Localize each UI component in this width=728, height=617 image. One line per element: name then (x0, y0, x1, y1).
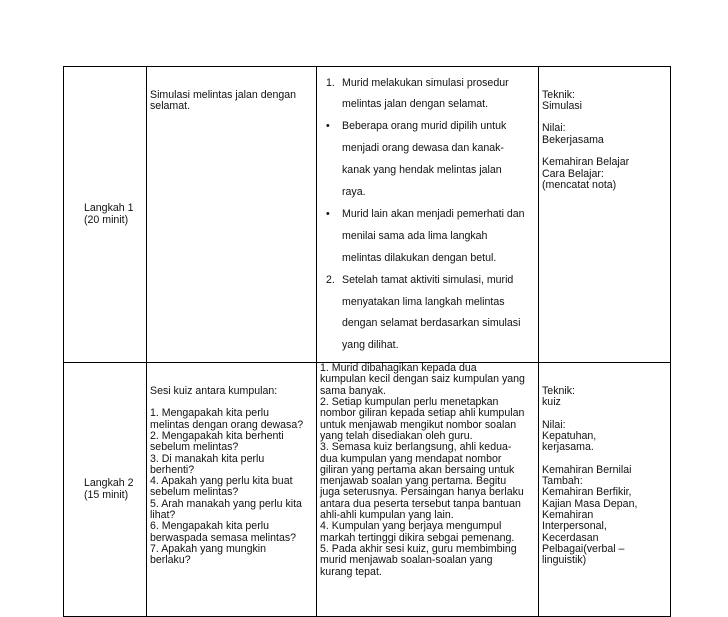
activity-line: sama banyak. (320, 384, 386, 397)
activity-line: antara dua peserta tersebut tanpa bantuan (320, 497, 521, 510)
activity-line: 5. Pada akhir sesi kuiz, guru membimbing (320, 542, 517, 555)
activity-line: Murid melakukan simulasi prosedur (342, 76, 509, 89)
activity-line: 4. Kumpulan yang berjaya mengumpul (320, 520, 502, 533)
notes-line: Kemahiran Berfikir, (542, 486, 632, 499)
activity-line: melintas dilakukan dengan betul. (342, 251, 497, 264)
activity-line: menilai sama ada lima langkah (342, 229, 488, 242)
activity-line: yang telah disediakan oleh guru. (320, 429, 473, 442)
activity-list (320, 78, 535, 352)
step-label: Langkah 2 (84, 477, 134, 490)
notes-group (542, 157, 667, 191)
activity-line: 3. Semasa kuiz berlangsung, ahli kedua- (320, 441, 512, 454)
content-line: berhenti? (150, 463, 195, 476)
activity-line: 1. Murid dibahagikan kepada dua (320, 362, 477, 375)
content-line: berwaspada semasa melintas? (150, 531, 297, 544)
activity-line: melintas jalan dengan selamat. (342, 98, 489, 111)
content-line: sebelum melintas? (150, 486, 239, 499)
activity-line: juga seterusnya. Persaingan hanya berlaku (320, 486, 524, 499)
content-line: 5. Arah manakah yang perlu kita (150, 497, 302, 510)
notes-line: Nilai: (542, 122, 566, 135)
notes-group (542, 420, 667, 454)
notes-line: (mencatat nota) (542, 178, 617, 191)
content-line: 6. Mengapakah kita perlu (150, 520, 269, 533)
activity-line: markah tertinggi dikira sebgai pemenang. (320, 531, 515, 544)
step-label: Langkah 1 (84, 202, 134, 215)
notes-group (542, 90, 667, 113)
activity-line: Murid lain akan menjadi pemerhati dan (342, 207, 525, 220)
notes-line: Kepatuhan, (542, 429, 597, 442)
content-line: Simulasi melintas jalan dengan (150, 88, 297, 101)
content-line: melintas dengan orang dewasa? (150, 418, 304, 431)
content-line: berlaku? (150, 554, 191, 567)
number-marker: 2. (326, 273, 335, 286)
activity-item (320, 78, 535, 111)
activity-line: kanak yang hendak melintas jalan (342, 164, 502, 177)
notes-line: Bekerjasama (542, 133, 604, 146)
activity-line: dua kumpulan yang mendapat nombor (320, 452, 502, 465)
activity-item (320, 209, 535, 264)
notes-line: Simulasi (542, 99, 583, 112)
notes-line: Kemahiran (542, 509, 594, 522)
activity-cell (317, 363, 539, 617)
content-line: 4. Apakah yang perlu kita buat (150, 475, 293, 488)
step-duration: (20 minit) (84, 213, 129, 226)
activity-item (320, 121, 535, 198)
notes-line: linguistik) (542, 554, 587, 567)
activity-line: raya. (342, 186, 366, 199)
notes-line: Interpersonal, (542, 520, 607, 533)
notes-line: Nilai: (542, 418, 566, 431)
lesson-plan-table (63, 66, 671, 617)
content-line: sebelum melintas? (150, 441, 239, 454)
activity-line: Setelah tamat aktiviti simulasi, murid (342, 273, 514, 286)
notes-group (542, 386, 667, 409)
activity-line: menyatakan lima langkah melintas (342, 295, 505, 308)
notes-line: Tambah: (542, 475, 583, 488)
activity-line: nombor giliran kepada setiap ahli kumpulan (320, 407, 525, 420)
activity-line: menjadi orang dewasa dan kanak- (342, 142, 504, 155)
table-row-langkah-2 (64, 363, 671, 617)
activity-line: menjawab soalan yang pertama. Begitu (320, 475, 507, 488)
bullet-marker: • (326, 207, 330, 220)
notes-line: Pelbagai(verbal – (542, 542, 625, 555)
step-duration: (15 minit) (84, 488, 129, 501)
notes-line: Teknik: (542, 88, 575, 101)
notes-cell (539, 363, 671, 617)
notes-cell (539, 67, 671, 363)
content-line: 2. Mengapakah kita berhenti (150, 429, 284, 442)
notes-line: kerjasama. (542, 441, 594, 454)
content-cell (147, 363, 317, 617)
notes-line: kuiz (542, 396, 561, 409)
notes-line: Kemahiran Belajar (542, 156, 630, 169)
step-cell (64, 67, 147, 363)
activity-line: kurang tepat. (320, 565, 382, 578)
bullet-marker: • (326, 120, 330, 133)
content-line: 7. Apakah yang mungkin (150, 542, 267, 555)
activity-line: untuk menjawab mengikut nombor soalan (320, 418, 517, 431)
notes-line: Kecerdasan (542, 531, 599, 544)
activity-line: kumpulan kecil dengan saiz kumpulan yang (320, 373, 525, 386)
activity-line: ahli-ahli kumpulan yang lain. (320, 509, 454, 522)
activity-line: Beberapa orang murid dipilih untuk (342, 120, 507, 133)
activity-line: murid menjawab soalan-soalan yang (320, 554, 493, 567)
activity-line: dengan selamat berdasarkan simulasi (342, 317, 521, 330)
content-line: Sesi kuiz antara kumpulan: (150, 384, 278, 397)
notes-line: Teknik: (542, 384, 575, 397)
content-line: selamat. (150, 99, 191, 112)
notes-line: Kajian Masa Depan, (542, 497, 638, 510)
activity-line: yang dilihat. (342, 339, 399, 352)
notes-group (542, 123, 667, 146)
table-row-langkah-1 (64, 67, 671, 363)
step-cell (64, 363, 147, 617)
notes-line: Cara Belajar: (542, 167, 604, 180)
activity-line: giliran yang pertama akan bersaing untuk (320, 463, 515, 476)
activity-item (320, 275, 535, 352)
content-line: 1. Mengapakah kita perlu (150, 407, 269, 420)
notes-group (542, 465, 667, 567)
content-line: 3. Di manakah kita perlu (150, 452, 265, 465)
number-marker: 1. (326, 76, 335, 89)
activity-line: 2. Setiap kumpulan perlu menetapkan (320, 396, 499, 409)
notes-line: Kemahiran Bernilai (542, 463, 632, 476)
content-line: lihat? (150, 509, 176, 522)
content-cell (147, 67, 317, 363)
activity-cell (317, 67, 539, 363)
